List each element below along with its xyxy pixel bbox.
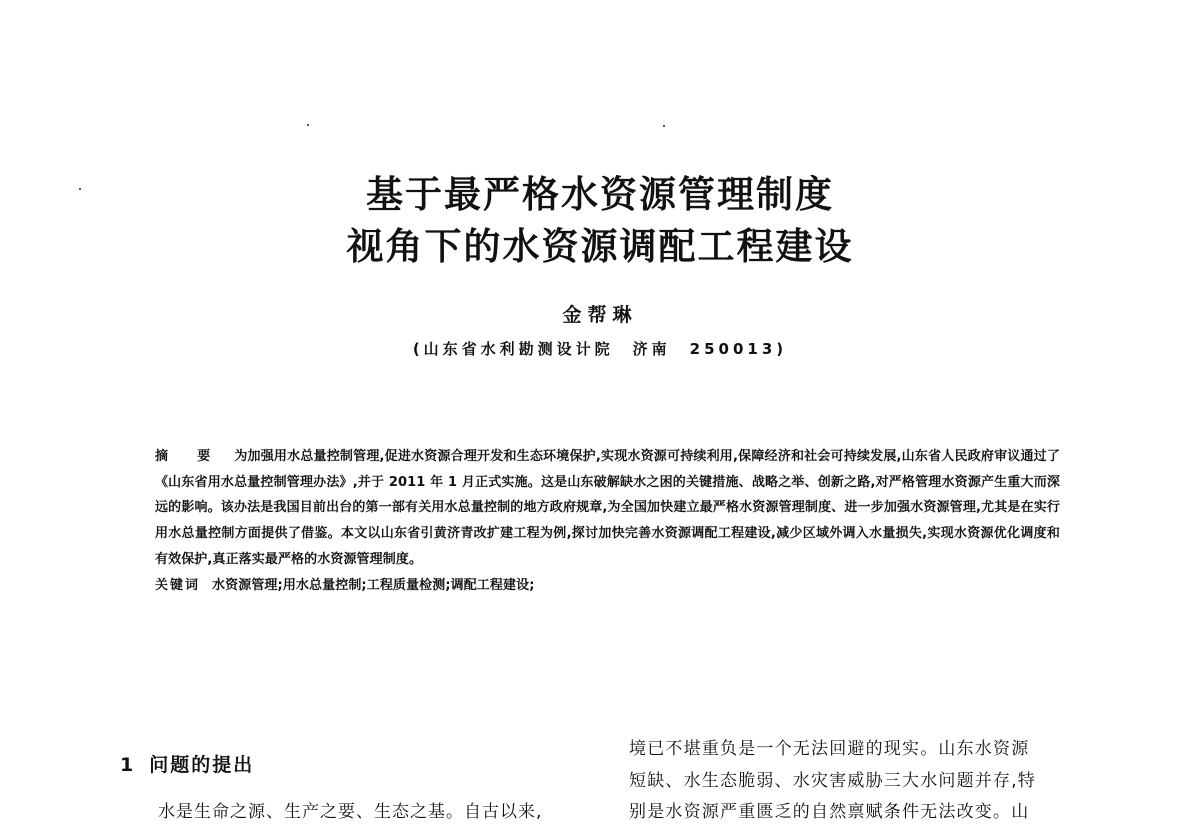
body-right-line-1: 境已不堪重负是一个无法回避的现实。山东水资源 <box>629 739 1030 759</box>
author-name: 金帮琳 <box>562 304 638 326</box>
body-right-line-3: 别是水资源严重匮乏的自然禀赋条件无法改变。山 <box>629 802 1030 822</box>
abstract-block <box>155 444 1060 598</box>
paper-title <box>0 168 1200 272</box>
author-affiliation: (山东省水利勘测设计院 济南 250013) <box>412 340 788 358</box>
body-left-paragraph: 水是生命之源、生产之要、生态之基。自古以来, <box>158 802 543 822</box>
keywords-label: 关键词 <box>155 577 201 593</box>
section-heading <box>120 750 254 777</box>
abstract-label: 摘 要 <box>155 449 219 464</box>
body-left-column <box>158 795 598 829</box>
body-right-line-2: 短缺、水生态脆弱、水灾害威胁三大水问题并存,特 <box>629 770 1037 791</box>
scan-speck <box>79 188 81 190</box>
section-number: 1 <box>120 754 136 776</box>
section-title: 问题的提出 <box>149 754 255 776</box>
scan-speck <box>663 125 665 127</box>
title-line-2: 视角下的水资源调配工程建设 <box>346 224 854 268</box>
keywords-text: 水资源管理;用水总量控制;工程质量检测;调配工程建设; <box>212 577 535 593</box>
abstract-paragraph <box>155 444 1060 573</box>
body-right-column <box>629 734 1101 829</box>
title-line-1: 基于最严格水资源管理制度 <box>366 172 834 216</box>
abstract-text: 为加强用水总量控制管理,促进水资源合理开发和生态环境保护,实现水资源可持续利用,保障经济和社会可持续发展,山东省人民政府审议通过了《山东省用水总量控制管理办法》,并于 2011 年 1 月正式实施。这是山东破解缺水之困的关键措施、战略之举、创新之路,对严格管理水资源产生重大而深远的影响。该办法是我国目前出台的第一部有关用水总量控制的地方政府规章,为全国加快建立最严格水资源管理制度、进一步加强水资源管理,尤其是在实行用水总量控制方面提供了借鉴。本文以山东省引黄济青改扩建工程为例,探讨加快完善水资源调配工程建设,减少区域外调入水量损失,实现水资源优化调度和有效保护,真正落实最严格的水资源管理制度。 <box>155 449 1060 567</box>
scan-speck <box>307 124 309 126</box>
keywords-line <box>155 573 1060 599</box>
